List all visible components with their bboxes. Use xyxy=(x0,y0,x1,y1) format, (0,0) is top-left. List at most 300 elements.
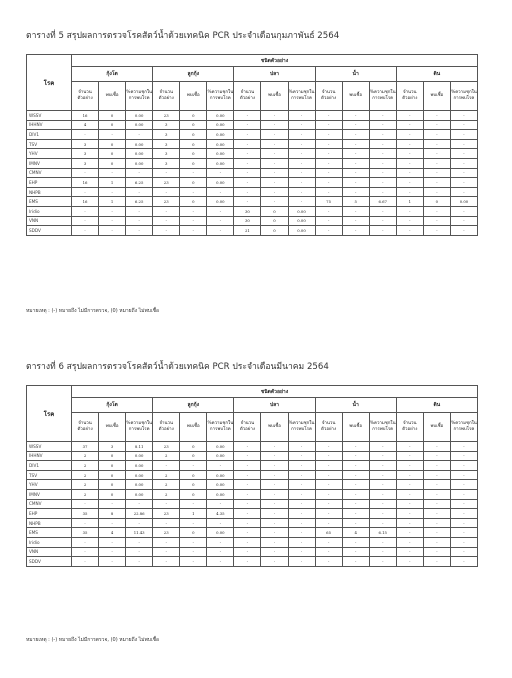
value-cell: 0 xyxy=(99,149,126,159)
value-cell: - xyxy=(450,139,477,149)
value-cell: - xyxy=(396,216,423,226)
sub-header: %ความชุกในการพบโรค xyxy=(288,413,315,442)
value-cell: - xyxy=(396,480,423,490)
value-cell: 0 xyxy=(180,197,207,207)
group-header: ปลา xyxy=(234,398,315,413)
sub-header: พบเชื้อ xyxy=(180,82,207,111)
value-cell: 23 xyxy=(153,442,180,452)
value-cell: 0.00 xyxy=(207,130,234,140)
value-cell: - xyxy=(72,226,99,236)
value-cell: - xyxy=(369,461,396,471)
value-cell: - xyxy=(99,518,126,528)
value-cell: - xyxy=(315,442,342,452)
value-cell: 0 xyxy=(180,489,207,499)
table-row xyxy=(27,178,478,188)
value-cell: 5 xyxy=(342,197,369,207)
value-cell: - xyxy=(126,130,153,140)
value-cell: 0.00 xyxy=(288,216,315,226)
value-cell: 0.00 xyxy=(207,451,234,461)
value-cell: - xyxy=(261,111,288,121)
table-row xyxy=(27,120,478,130)
table-row xyxy=(27,557,478,567)
value-cell: - xyxy=(315,499,342,509)
value-cell: 23 xyxy=(153,528,180,538)
group-header-row xyxy=(27,398,478,413)
value-cell: - xyxy=(153,518,180,528)
value-cell: - xyxy=(234,480,261,490)
value-cell: - xyxy=(423,178,450,188)
value-cell: - xyxy=(450,489,477,499)
value-cell: 1 xyxy=(99,197,126,207)
value-cell: - xyxy=(234,499,261,509)
value-cell: - xyxy=(342,168,369,178)
value-cell: - xyxy=(450,168,477,178)
value-cell: - xyxy=(396,206,423,216)
value-cell: - xyxy=(423,111,450,121)
value-cell: - xyxy=(288,442,315,452)
value-cell: - xyxy=(72,557,99,567)
value-cell: - xyxy=(450,480,477,490)
value-cell: - xyxy=(396,489,423,499)
value-cell: - xyxy=(369,480,396,490)
value-cell: - xyxy=(450,158,477,168)
value-cell: - xyxy=(153,557,180,567)
group-header: ลูกกุ้ง xyxy=(153,67,234,82)
value-cell: - xyxy=(342,489,369,499)
disease-cell: SDDV xyxy=(27,557,72,567)
group-header: ดิน xyxy=(396,398,477,413)
value-cell: - xyxy=(396,130,423,140)
sub-header: %ความชุกในการพบโรค xyxy=(126,82,153,111)
value-cell: 2 xyxy=(72,480,99,490)
value-cell: - xyxy=(396,461,423,471)
value-cell: - xyxy=(72,537,99,547)
value-cell: 8.11 xyxy=(126,442,153,452)
value-cell: - xyxy=(153,547,180,557)
value-cell: - xyxy=(342,149,369,159)
value-cell: - xyxy=(342,226,369,236)
value-cell: - xyxy=(99,557,126,567)
value-cell: - xyxy=(423,130,450,140)
value-cell: - xyxy=(207,206,234,216)
sub-header: %ความชุกในการพบโรค xyxy=(450,413,477,442)
disease-cell: VNN xyxy=(27,547,72,557)
value-cell: - xyxy=(72,130,99,140)
group-header: ลูกกุ้ง xyxy=(153,398,234,413)
value-cell: - xyxy=(450,442,477,452)
value-cell: - xyxy=(180,518,207,528)
value-cell: - xyxy=(423,216,450,226)
value-cell: 0.00 xyxy=(207,178,234,188)
value-cell: - xyxy=(450,557,477,567)
value-cell: - xyxy=(288,111,315,121)
value-cell: - xyxy=(180,168,207,178)
value-cell: - xyxy=(207,216,234,226)
disease-cell: IMNV xyxy=(27,158,72,168)
value-cell: 0.00 xyxy=(126,461,153,471)
value-cell: - xyxy=(423,547,450,557)
value-cell: 0 xyxy=(180,470,207,480)
table-row xyxy=(27,197,478,207)
value-cell: - xyxy=(450,216,477,226)
sub-header: จำนวนตัวอย่าง xyxy=(153,82,180,111)
value-cell: - xyxy=(342,206,369,216)
table-row xyxy=(27,499,478,509)
value-cell: - xyxy=(369,509,396,519)
value-cell: - xyxy=(99,226,126,236)
value-cell: - xyxy=(99,206,126,216)
sub-header: จำนวนตัวอย่าง xyxy=(234,413,261,442)
value-cell: 35 xyxy=(72,528,99,538)
disease-cell: EMS xyxy=(27,197,72,207)
table-6-note: หมายเหตุ : (-) หมายถึง ไม่มีการตรวจ, (0) หมายถึง ไม่พบเชื้อ xyxy=(26,637,160,643)
value-cell: - xyxy=(288,461,315,471)
value-cell: - xyxy=(342,557,369,567)
value-cell: 0 xyxy=(99,461,126,471)
value-cell: - xyxy=(450,547,477,557)
value-cell: - xyxy=(315,139,342,149)
group-header: กุ้งโต xyxy=(72,67,153,82)
value-cell: 16 xyxy=(72,197,99,207)
disease-cell: DIV1 xyxy=(27,130,72,140)
disease-header: โรค xyxy=(27,55,72,111)
value-cell: 16 xyxy=(72,178,99,188)
value-cell: - xyxy=(234,139,261,149)
value-cell: 0 xyxy=(99,451,126,461)
value-cell: - xyxy=(342,442,369,452)
value-cell: - xyxy=(396,111,423,121)
value-cell: - xyxy=(450,509,477,519)
group-header: ปลา xyxy=(234,67,315,82)
disease-cell: IHHNV xyxy=(27,451,72,461)
value-cell: - xyxy=(261,537,288,547)
value-cell: - xyxy=(72,547,99,557)
value-cell: - xyxy=(126,518,153,528)
value-cell: 0.00 xyxy=(126,489,153,499)
table-row xyxy=(27,451,478,461)
value-cell: - xyxy=(126,557,153,567)
value-cell: - xyxy=(369,442,396,452)
value-cell: - xyxy=(450,130,477,140)
value-cell: - xyxy=(423,509,450,519)
value-cell: - xyxy=(261,168,288,178)
value-cell: 1 xyxy=(99,178,126,188)
value-cell: - xyxy=(207,187,234,197)
value-cell: - xyxy=(369,178,396,188)
value-cell: 1 xyxy=(180,509,207,519)
value-cell: - xyxy=(234,130,261,140)
value-cell: 0.00 xyxy=(207,197,234,207)
value-cell: - xyxy=(369,130,396,140)
disease-cell: IHHNV xyxy=(27,120,72,130)
value-cell: - xyxy=(234,557,261,567)
value-cell: - xyxy=(72,187,99,197)
value-cell: - xyxy=(99,130,126,140)
group-header: น้ำ xyxy=(315,398,396,413)
table-body xyxy=(27,111,478,236)
table-row xyxy=(27,470,478,480)
table-6-title: ตารางที่ 6 สรุปผลการตรวจโรคสัตว์น้ำด้วยเทคนิค PCR ประจำเดือนมีนาคม 2564 xyxy=(26,362,329,372)
sub-header: จำนวนตัวอย่าง xyxy=(315,82,342,111)
table-row xyxy=(27,547,478,557)
value-cell: - xyxy=(423,557,450,567)
value-cell: - xyxy=(234,509,261,519)
sub-header: จำนวนตัวอย่าง xyxy=(153,413,180,442)
value-cell: - xyxy=(261,120,288,130)
sub-header: %ความชุกในการพบโรค xyxy=(369,82,396,111)
value-cell: 0.00 xyxy=(207,470,234,480)
value-cell: - xyxy=(342,111,369,121)
sub-header: %ความชุกในการพบโรค xyxy=(207,413,234,442)
value-cell: - xyxy=(180,547,207,557)
value-cell: - xyxy=(261,470,288,480)
value-cell: 2 xyxy=(153,470,180,480)
sub-header-row xyxy=(27,82,478,111)
value-cell: - xyxy=(342,139,369,149)
value-cell: - xyxy=(126,206,153,216)
value-cell: 2 xyxy=(72,461,99,471)
value-cell: 0 xyxy=(180,139,207,149)
value-cell: - xyxy=(423,442,450,452)
value-cell: 0.00 xyxy=(126,149,153,159)
value-cell: - xyxy=(396,537,423,547)
value-cell: 23 xyxy=(153,197,180,207)
value-cell: 6.25 xyxy=(126,197,153,207)
value-cell: - xyxy=(234,120,261,130)
value-cell: - xyxy=(234,111,261,121)
value-cell: 0 xyxy=(99,111,126,121)
value-cell: - xyxy=(288,120,315,130)
value-cell: 75 xyxy=(315,197,342,207)
value-cell: 22.86 xyxy=(126,509,153,519)
value-cell: - xyxy=(72,518,99,528)
value-cell: - xyxy=(342,451,369,461)
value-cell: - xyxy=(423,451,450,461)
value-cell: - xyxy=(396,470,423,480)
value-cell: - xyxy=(450,470,477,480)
value-cell: - xyxy=(126,187,153,197)
value-cell: 0.00 xyxy=(207,111,234,121)
table-row xyxy=(27,187,478,197)
value-cell: - xyxy=(234,537,261,547)
value-cell: - xyxy=(369,499,396,509)
disease-header: โรค xyxy=(27,386,72,442)
value-cell: - xyxy=(126,537,153,547)
value-cell: 0 xyxy=(261,226,288,236)
sub-header: %ความชุกในการพบโรค xyxy=(369,413,396,442)
value-cell: - xyxy=(261,557,288,567)
value-cell: - xyxy=(234,470,261,480)
value-cell: - xyxy=(153,168,180,178)
disease-cell: NHPB xyxy=(27,187,72,197)
disease-cell: EHP xyxy=(27,178,72,188)
value-cell: - xyxy=(153,499,180,509)
value-cell: 65 xyxy=(315,528,342,538)
value-cell: 0.00 xyxy=(207,480,234,490)
value-cell: - xyxy=(261,451,288,461)
value-cell: - xyxy=(207,499,234,509)
value-cell: - xyxy=(315,489,342,499)
value-cell: 3 xyxy=(153,149,180,159)
sample-type-header: ชนิดตัวอย่าง xyxy=(72,55,478,67)
value-cell: - xyxy=(72,499,99,509)
value-cell: 16 xyxy=(72,111,99,121)
sub-header-row xyxy=(27,413,478,442)
table-row xyxy=(27,509,478,519)
value-cell: - xyxy=(126,499,153,509)
value-cell: - xyxy=(207,226,234,236)
value-cell: 0.00 xyxy=(450,197,477,207)
table-row xyxy=(27,537,478,547)
value-cell: - xyxy=(315,226,342,236)
value-cell: - xyxy=(99,537,126,547)
value-cell: - xyxy=(342,499,369,509)
value-cell: - xyxy=(369,158,396,168)
value-cell: - xyxy=(315,216,342,226)
value-cell: - xyxy=(369,139,396,149)
value-cell: - xyxy=(126,226,153,236)
value-cell: - xyxy=(342,509,369,519)
value-cell: 23 xyxy=(153,178,180,188)
value-cell: 23 xyxy=(153,509,180,519)
group-header-row xyxy=(27,67,478,82)
value-cell: - xyxy=(423,206,450,216)
value-cell: - xyxy=(369,120,396,130)
value-cell: - xyxy=(261,130,288,140)
value-cell: - xyxy=(396,120,423,130)
disease-cell: YHV xyxy=(27,480,72,490)
sub-header: พบเชื้อ xyxy=(342,82,369,111)
sub-header: จำนวนตัวอย่าง xyxy=(396,413,423,442)
value-cell: - xyxy=(234,451,261,461)
value-cell: - xyxy=(153,187,180,197)
value-cell: - xyxy=(153,206,180,216)
value-cell: - xyxy=(153,216,180,226)
value-cell: - xyxy=(369,451,396,461)
disease-cell: IMNV xyxy=(27,489,72,499)
table-body xyxy=(27,442,478,567)
value-cell: - xyxy=(423,499,450,509)
value-cell: - xyxy=(342,120,369,130)
table-row xyxy=(27,216,478,226)
value-cell: 2 xyxy=(153,451,180,461)
value-cell: - xyxy=(315,451,342,461)
value-cell: 4 xyxy=(99,528,126,538)
value-cell: - xyxy=(396,149,423,159)
value-cell: - xyxy=(396,168,423,178)
table-row xyxy=(27,518,478,528)
value-cell: 23 xyxy=(153,111,180,121)
value-cell: - xyxy=(315,149,342,159)
value-cell: - xyxy=(234,158,261,168)
value-cell: - xyxy=(288,528,315,538)
value-cell: - xyxy=(261,461,288,471)
disease-cell: SDDV xyxy=(27,226,72,236)
sub-header: %ความชุกในการพบโรค xyxy=(207,82,234,111)
value-cell: - xyxy=(423,528,450,538)
value-cell: - xyxy=(369,149,396,159)
value-cell: - xyxy=(369,518,396,528)
value-cell: 0 xyxy=(180,480,207,490)
value-cell: - xyxy=(207,547,234,557)
disease-cell: TSV xyxy=(27,139,72,149)
sub-header: พบเชื้อ xyxy=(423,82,450,111)
value-cell: - xyxy=(288,489,315,499)
disease-cell: WSSV xyxy=(27,111,72,121)
value-cell: - xyxy=(261,489,288,499)
value-cell: - xyxy=(315,547,342,557)
value-cell: 21 xyxy=(234,226,261,236)
value-cell: - xyxy=(369,168,396,178)
value-cell: - xyxy=(180,216,207,226)
value-cell: - xyxy=(261,518,288,528)
value-cell: - xyxy=(450,206,477,216)
value-cell: - xyxy=(423,461,450,471)
value-cell: - xyxy=(423,139,450,149)
sub-header: %ความชุกในการพบโรค xyxy=(288,82,315,111)
value-cell: - xyxy=(234,149,261,159)
table-5-title: ตารางที่ 5 สรุปผลการตรวจโรคสัตว์น้ำด้วยเทคนิค PCR ประจำเดือนกุมภาพันธ์ 2564 xyxy=(26,31,340,41)
value-cell: - xyxy=(72,206,99,216)
value-cell: - xyxy=(450,518,477,528)
value-cell: - xyxy=(288,158,315,168)
value-cell: - xyxy=(423,226,450,236)
value-cell: - xyxy=(180,537,207,547)
value-cell: 0 xyxy=(180,158,207,168)
value-cell: - xyxy=(450,461,477,471)
table-row xyxy=(27,461,478,471)
value-cell: 3 xyxy=(153,120,180,130)
value-cell: - xyxy=(207,537,234,547)
value-cell: - xyxy=(342,547,369,557)
value-cell: - xyxy=(315,178,342,188)
value-cell: - xyxy=(180,187,207,197)
value-cell: - xyxy=(99,216,126,226)
value-cell: - xyxy=(423,470,450,480)
value-cell: 0 xyxy=(99,480,126,490)
disease-cell: WSSV xyxy=(27,442,72,452)
sub-header: พบเชื้อ xyxy=(342,413,369,442)
value-cell: - xyxy=(342,178,369,188)
value-cell: 3 xyxy=(99,442,126,452)
value-cell: - xyxy=(315,509,342,519)
disease-cell: Iridio xyxy=(27,537,72,547)
value-cell: - xyxy=(423,149,450,159)
value-cell: - xyxy=(234,518,261,528)
value-cell: - xyxy=(369,557,396,567)
disease-cell: TSV xyxy=(27,470,72,480)
value-cell: - xyxy=(396,178,423,188)
value-cell: - xyxy=(315,168,342,178)
value-cell: - xyxy=(423,489,450,499)
sub-header: จำนวนตัวอย่าง xyxy=(72,82,99,111)
value-cell: - xyxy=(369,216,396,226)
value-cell: - xyxy=(288,197,315,207)
value-cell: - xyxy=(369,226,396,236)
value-cell: - xyxy=(99,187,126,197)
value-cell: - xyxy=(396,518,423,528)
value-cell: 2 xyxy=(72,470,99,480)
value-cell: - xyxy=(72,168,99,178)
disease-cell: YHV xyxy=(27,149,72,159)
value-cell: 0.00 xyxy=(207,158,234,168)
value-cell: 2 xyxy=(72,489,99,499)
value-cell: - xyxy=(423,480,450,490)
sub-header: จำนวนตัวอย่าง xyxy=(315,413,342,442)
value-cell: - xyxy=(396,547,423,557)
sub-header: จำนวนตัวอย่าง xyxy=(72,413,99,442)
value-cell: 0.00 xyxy=(207,528,234,538)
